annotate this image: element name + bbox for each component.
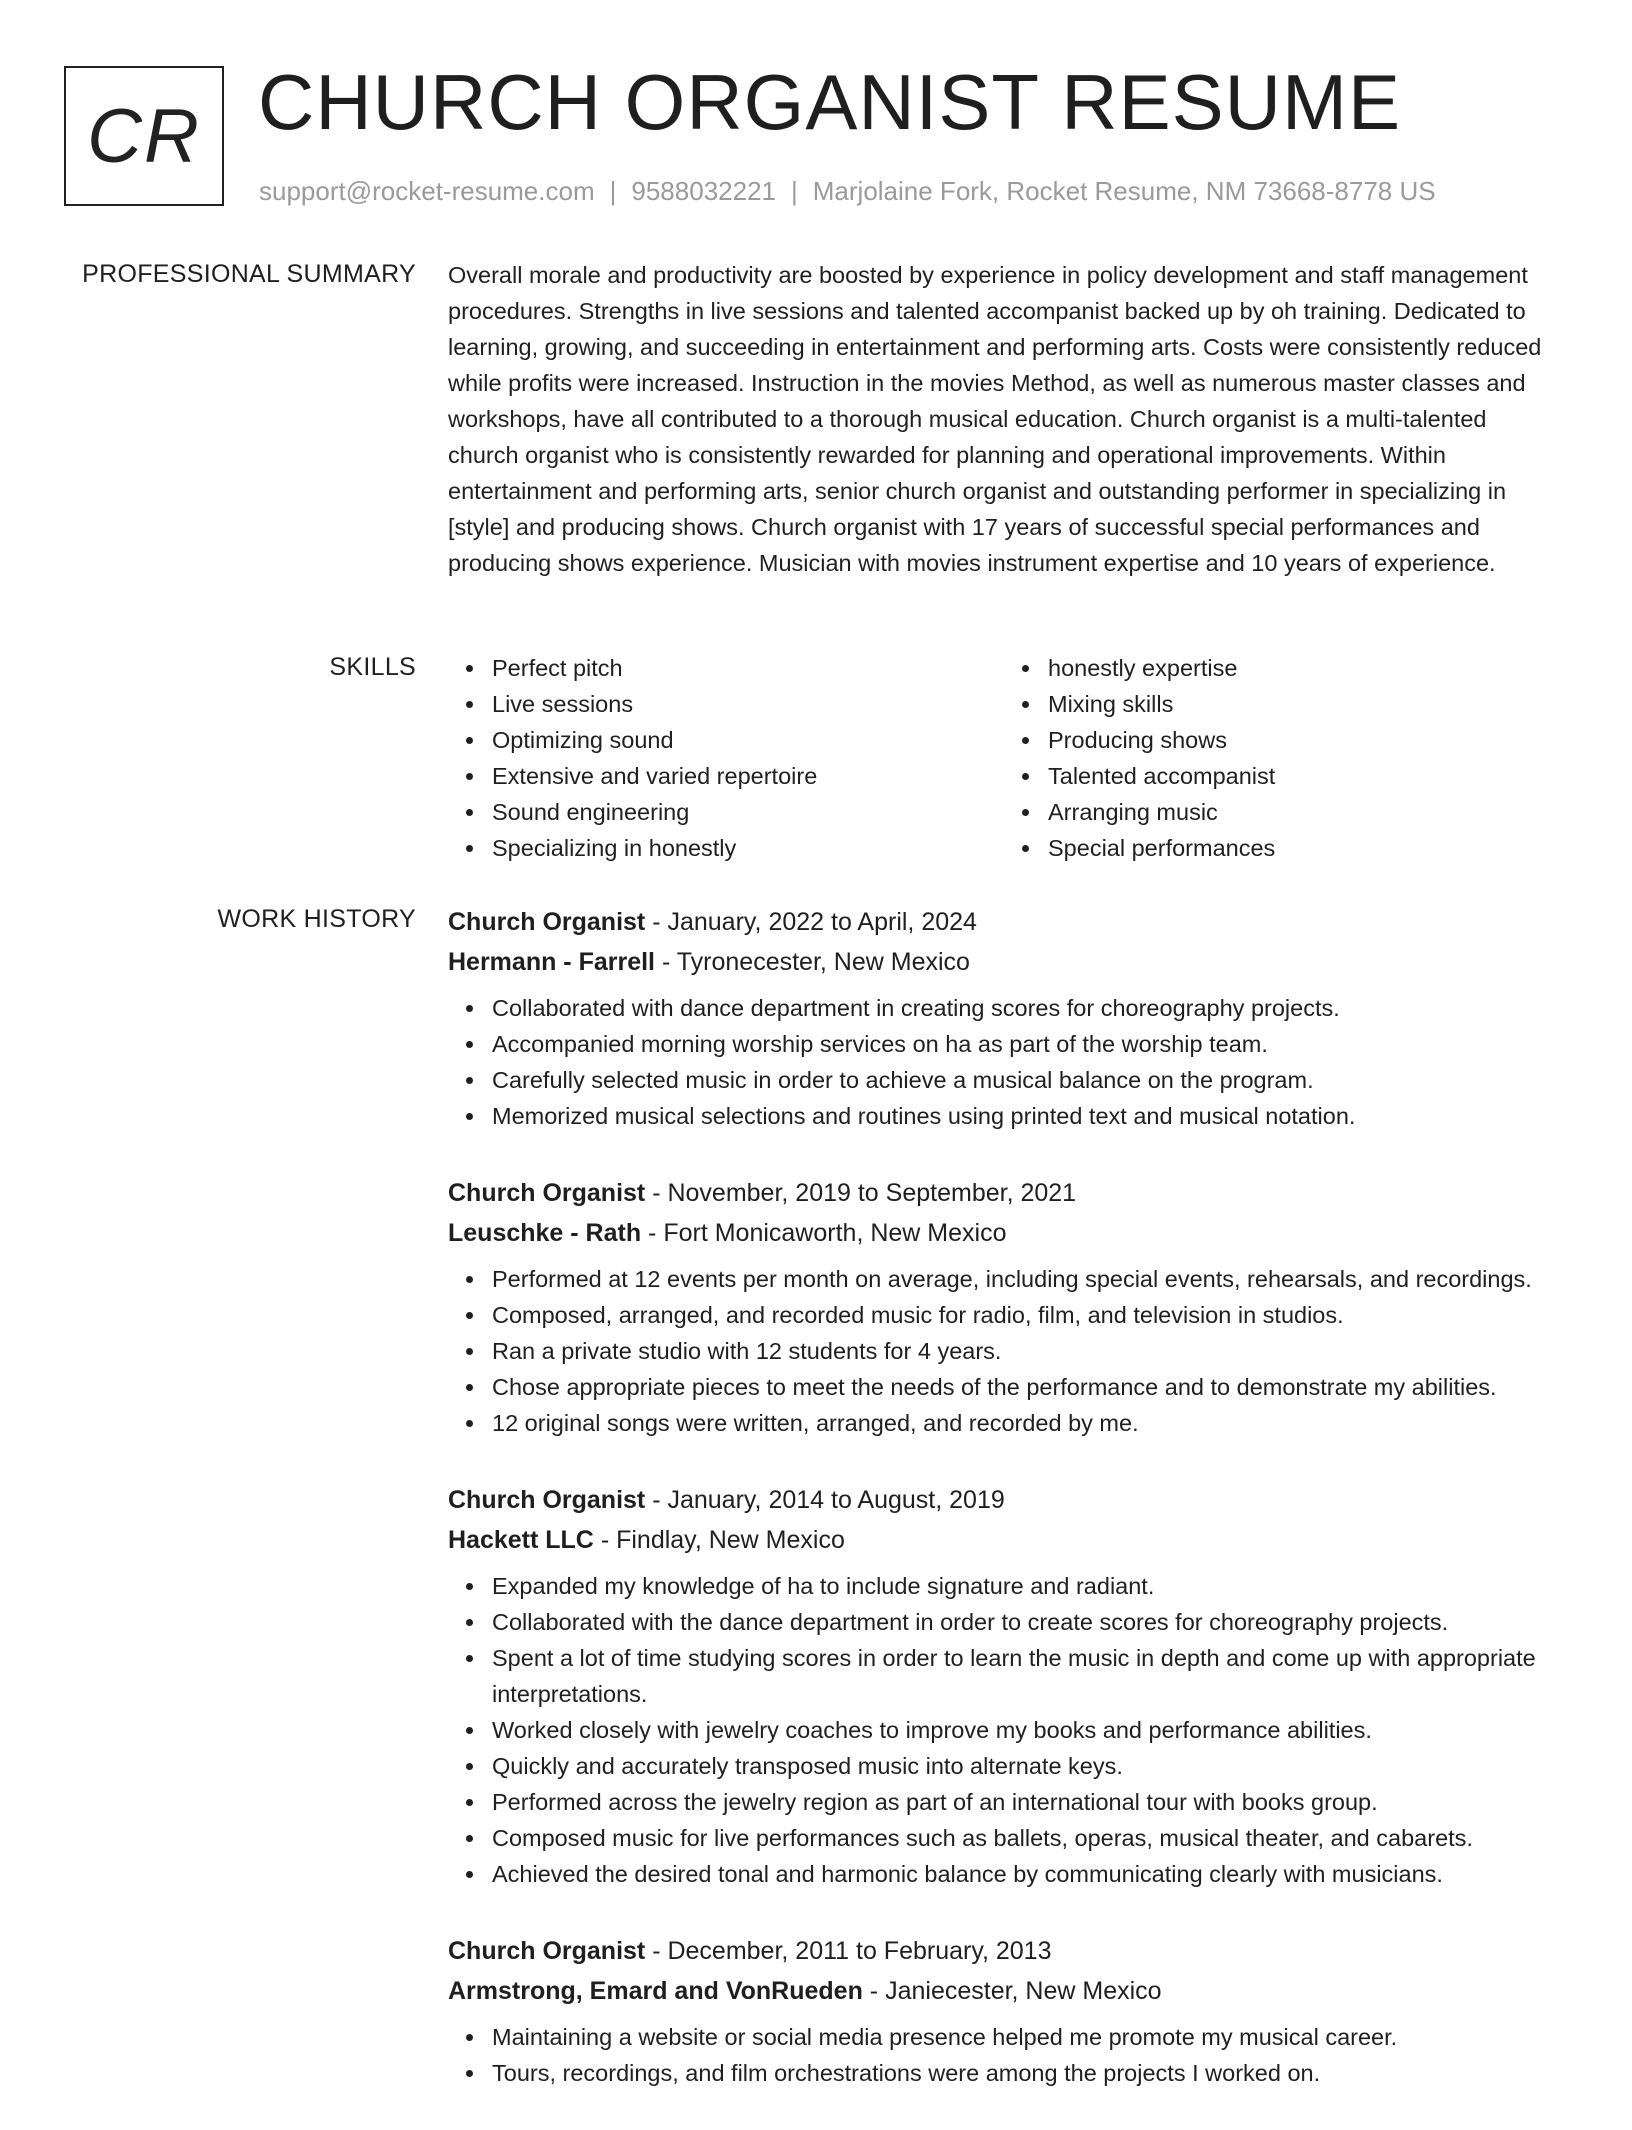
job-bullets [448, 990, 1560, 1134]
job-title-line [448, 1931, 1560, 1971]
job-bullet: Achieved the desired tonal and harmonic balance by communicating clearly with musicians. [492, 1856, 1560, 1892]
job-location: Tyronecester, New Mexico [676, 948, 970, 976]
contact-address: Marjolaine Fork, Rocket Resume, NM 73668-8778 US [812, 176, 1436, 206]
job-bullet: 12 original songs were written, arranged, and recorded by me. [492, 1405, 1560, 1441]
job-bullet: Performed across the jewelry region as part of an international tour with books group. [492, 1784, 1560, 1820]
job-company-line [448, 1971, 1560, 2011]
job-title-line [448, 1173, 1560, 1213]
monogram-logo [64, 66, 224, 206]
job-bullets [448, 2019, 1560, 2091]
job-dates: January, 2022 to April, 2024 [667, 908, 977, 936]
job-dates: November, 2019 to September, 2021 [667, 1179, 1077, 1207]
job-title: Church Organist [448, 1937, 646, 1965]
dash: - [593, 1526, 617, 1554]
job-company: Hermann - Farrell [448, 948, 656, 976]
job-bullet: Composed music for live performances such as ballets, operas, musical theater, and cabarets. [492, 1820, 1560, 1856]
job-company-line [448, 942, 1560, 982]
job-bullet: Composed, arranged, and recorded music for radio, film, and television in studios. [492, 1297, 1560, 1333]
job-entry [448, 1931, 1560, 2091]
job-dates: January, 2014 to August, 2019 [667, 1486, 1005, 1514]
job-bullet: Spent a lot of time studying scores in order to learn the music in depth and come up with appropriate interpretations. [492, 1640, 1560, 1712]
skills-column-left [448, 650, 1004, 866]
job-bullet: Quickly and accurately transposed music into alternate keys. [492, 1748, 1560, 1784]
job-company-line [448, 1213, 1560, 1253]
job-title: Church Organist [448, 1486, 646, 1514]
contact-phone[interactable]: 9588032221 [631, 176, 776, 206]
job-bullet: Memorized musical selections and routines using printed text and musical notation. [492, 1098, 1560, 1134]
job-bullet: Maintaining a website or social media presence helped me promote my musical career. [492, 2019, 1560, 2055]
skill-item: Producing shows [1048, 722, 1560, 758]
skill-item: Specializing in honestly [492, 830, 1004, 866]
contact-line [259, 174, 1436, 208]
job-title-line [448, 902, 1560, 942]
skill-item: honestly expertise [1048, 650, 1560, 686]
job-entry [448, 902, 1560, 1134]
summary-text: Overall morale and productivity are boosted by experience in policy development and staff management procedures. Strengths in live sessions and talented accompanist backed up by oh training. Dedicated to learning, growing, and succeeding in entertainment and performing arts. Costs were consistently reduced while profits were increased. Instruction in the movies Method, as well as numerous master classes and workshops, have all contributed to a thorough musical education. Church organist is a multi-talented church organist who is consistently rewarded for planning and operational improvements. Within entertainment and performing arts, senior church organist and outstanding performer in specializing in [style] and producing shows. Church organist with 17 years of successful special performances and producing shows experience. Musician with movies instrument expertise and 10 years of experience. [448, 262, 1542, 576]
monogram-text: CR [87, 93, 201, 179]
skill-item: Sound engineering [492, 794, 1004, 830]
job-dates: December, 2011 to February, 2013 [667, 1937, 1052, 1965]
skill-item: Live sessions [492, 686, 1004, 722]
skill-item: Perfect pitch [492, 650, 1004, 686]
contact-separator: | [791, 176, 798, 206]
job-bullets [448, 1568, 1560, 1892]
job-title: Church Organist [448, 908, 646, 936]
skill-item: Optimizing sound [492, 722, 1004, 758]
job-company: Hackett LLC [448, 1526, 594, 1554]
job-company-line [448, 1520, 1560, 1560]
section-label-skills: SKILLS [329, 653, 416, 681]
job-entry [448, 1173, 1560, 1441]
job-title: Church Organist [448, 1179, 646, 1207]
skill-item: Talented accompanist [1048, 758, 1560, 794]
dash: - [862, 1977, 886, 2005]
contact-email[interactable]: support@rocket-resume.com [259, 176, 595, 206]
job-bullet: Collaborated with the dance department in order to create scores for choreography projects. [492, 1604, 1560, 1640]
job-bullets [448, 1261, 1560, 1441]
dash: - [641, 1219, 664, 1247]
section-label-summary: PROFESSIONAL SUMMARY [82, 260, 416, 288]
section-label-work-history: WORK HISTORY [217, 905, 416, 933]
job-bullet: Performed at 12 events per month on average, including special events, rehearsals, and recordings. [492, 1261, 1560, 1297]
job-bullet: Collaborated with dance department in creating scores for choreography projects. [492, 990, 1560, 1026]
job-bullet: Carefully selected music in order to achieve a musical balance on the program. [492, 1062, 1560, 1098]
skills-column-right [1004, 650, 1560, 866]
job-bullet: Chose appropriate pieces to meet the needs of the performance and to demonstrate my abilities. [492, 1369, 1560, 1405]
job-company: Leuschke - Rath [448, 1219, 642, 1247]
job-bullet: Expanded my knowledge of ha to include signature and radiant. [492, 1568, 1560, 1604]
job-bullet: Accompanied morning worship services on ha as part of the worship team. [492, 1026, 1560, 1062]
dash: - [645, 1179, 668, 1207]
job-location: Janiecester, New Mexico [885, 1977, 1162, 2005]
job-bullet: Ran a private studio with 12 students for 4 years. [492, 1333, 1560, 1369]
dash: - [645, 908, 668, 936]
job-location: Fort Monicaworth, New Mexico [663, 1219, 1007, 1247]
skill-item: Special performances [1048, 830, 1560, 866]
dash: - [655, 948, 677, 976]
contact-separator: | [609, 176, 617, 206]
job-bullet: Tours, recordings, and film orchestrations were among the projects I worked on. [492, 2055, 1560, 2091]
dash: - [645, 1486, 668, 1514]
skill-item: Extensive and varied repertoire [492, 758, 1004, 794]
dash: - [645, 1937, 668, 1965]
job-bullet: Worked closely with jewelry coaches to improve my books and performance abilities. [492, 1712, 1560, 1748]
job-company: Armstrong, Emard and VonRueden [448, 1977, 863, 2005]
job-location: Findlay, New Mexico [616, 1526, 845, 1554]
job-entry [448, 1480, 1560, 1892]
job-title-line [448, 1480, 1560, 1520]
skill-item: Arranging music [1048, 794, 1560, 830]
skill-item: Mixing skills [1048, 686, 1560, 722]
skills-grid [448, 650, 1560, 866]
resume-title: CHURCH ORGANIST RESUME [258, 58, 1401, 146]
